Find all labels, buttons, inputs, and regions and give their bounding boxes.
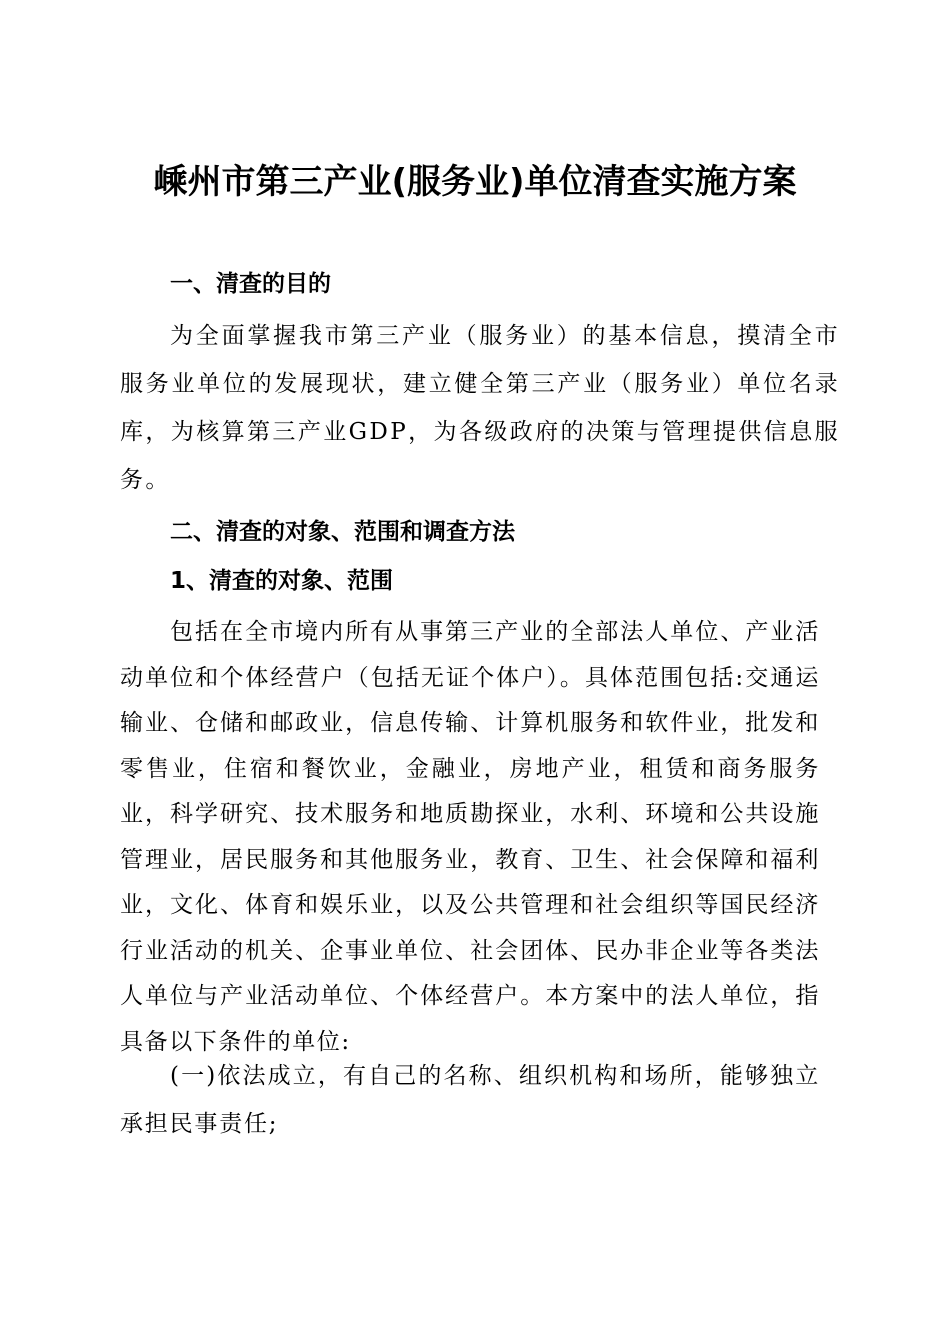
subsection-1-paragraph: 包括在全市境内所有从事第三产业的全部法人单位、产业活动单位和个体经营户（包括无证个体户）。具体范围包括:交通运输业、仓储和邮政业，信息传输、计算机服务和软件业，批发和零售业，住宿和餐饮业，金融业，房地产业，租赁和商务服务业，科学研究、技术服务和地质勘探业，水利、环境和公共设施管理业，居民服务和其他服务业，教育、卫生、社会保障和福利业，文化、体育和娱乐业，以及公共管理和社会组织等国民经济行业活动的机关、企事业单位、社会团体、民办非企业等各类法人单位与产业活动单位、个体经营户。本方案中的法人单位，指具备以下条件的单位: (120, 619, 820, 1055)
document-title: 嵊州市第三产业(服务业)单位清查实施方案 (153, 162, 797, 202)
section-1-paragraph: 为全面掌握我市第三产业（服务业）的基本信息，摸清全市服务业单位的发展现状，建立健全第三产业（服务业）单位名录库，为核算第三产业GDP，为各级政府的决策与管理提供信息服务。 (120, 323, 840, 493)
condition-1-paragraph: (一)依法成立，有自己的名称、组织机构和场所，能够独立承担民事责任; (120, 1063, 820, 1137)
section-2-heading: 二、清查的对象、范围和调查方法 (170, 519, 515, 545)
section-1-heading: 一、清查的目的 (170, 271, 331, 297)
subsection-1-heading: 1、清查的对象、范围 (170, 568, 394, 594)
